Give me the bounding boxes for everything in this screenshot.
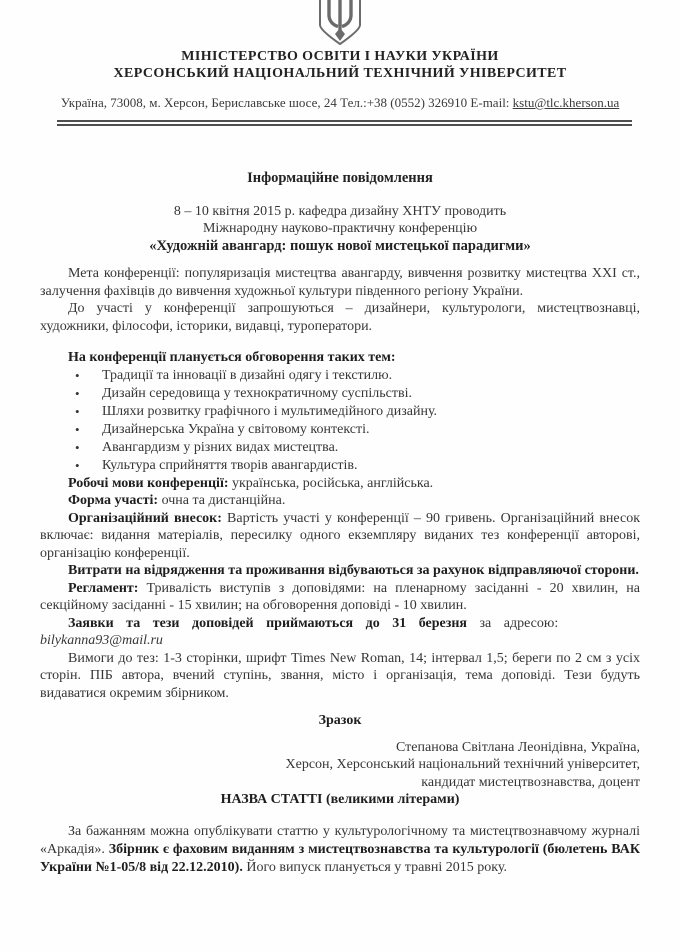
trident-emblem-icon <box>316 0 364 45</box>
topic-text: Авангардизм у різних видах мистецтва. <box>102 439 339 455</box>
sample-heading: Зразок <box>318 713 362 728</box>
topic-item <box>40 385 640 403</box>
paragraph-languages <box>40 475 640 493</box>
bullet-icon: • <box>75 421 80 437</box>
paragraph-expenses: Витрати на відрядження та проживання відбуваються за рахунок відправляючої сторони. <box>68 563 639 578</box>
ministry-name: МІНІСТЕРСТВО ОСВІТИ І НАУКИ УКРАЇНИ <box>181 49 499 64</box>
address-text: Україна, 73008, м. Херсон, Бериславське шосе, 24 Тел.:+38 (0552) 326910 E-mail: <box>60 95 513 110</box>
topic-text: Культура сприйняття творів авангардистів. <box>102 457 358 473</box>
topic-text: Шляхи розвитку графічного і мультимедійного дизайну. <box>102 403 438 419</box>
topic-item <box>40 421 640 439</box>
paragraph-fee <box>40 510 640 563</box>
author-line: Херсон, Херсонський національний технічний університет, <box>285 757 640 772</box>
format-text: очна та дистанційна. <box>158 493 286 508</box>
page-title: Інформаційне повідомлення <box>247 170 433 186</box>
topic-text: Традиції та інновації в дизайні одягу і текстилю. <box>102 367 393 383</box>
languages-text: українська, російська, англійська. <box>228 475 434 491</box>
topic-item <box>40 439 640 457</box>
bullet-icon: • <box>75 403 80 419</box>
letterhead <box>40 0 640 45</box>
author-line: Степанова Світлана Леонідівна, Україна, <box>396 739 640 755</box>
bullet-icon: • <box>75 439 80 455</box>
closing-bold: Збірник є фаховим виданням з мистецтвознавства та культурології (бюлетень ВАК України №1-05/8 від 22.12.2010). <box>40 841 640 875</box>
university-email-link[interactable]: kstu@tlc.kherson.ua <box>512 95 620 110</box>
paragraph-participants: До участі у конференції запрошуються – дизайнери, культурологи, мистецтвознавці, художники, філософи, історики, видавці, туроператори. <box>40 301 640 334</box>
topic-text: Дизайнерська Україна у світовому контексті. <box>102 421 370 437</box>
topic-item <box>40 457 640 475</box>
fee-label: Організаційний внесок: <box>68 510 222 526</box>
author-line: кандидат мистецтвознавства, доцент <box>421 774 640 790</box>
closing-text-1: За бажанням можна опублікувати статтю у культурологічному та мистецтвознавчому журналі «Аркадія». <box>40 823 640 857</box>
paragraph-format <box>40 492 640 510</box>
conference-name: «Художній авангард: пошук нової мистецької парадигми» <box>149 237 531 254</box>
topic-text: Дизайн середовища у технократичному суспільстві. <box>102 385 412 401</box>
languages-label: Робочі мови конференції: <box>68 475 229 491</box>
reglament-text: Тривалість виступів з доповідями: на пленарному засіданні - 20 хвилин, на секційному засіданні - 15 хвилин; на обговорення доповіді - 10 хвилин. <box>40 580 640 613</box>
bullet-icon: • <box>75 457 80 473</box>
university-name: ХЕРСОНСЬКИЙ НАЦІОНАЛЬНИЙ ТЕХНІЧНИЙ УНІВЕРСИТЕТ <box>113 66 567 81</box>
address-line <box>40 95 640 111</box>
paragraph-goal: Мета конференції: популяризація мистецтва авангарду, вивчення розвитку мистецтва ХХІ ст., залучення фахівців до вивчення художньої культури південного регіону України. <box>40 266 640 299</box>
format-label: Форма участі: <box>68 493 159 508</box>
submission-email-line <box>40 632 640 650</box>
reglament-label: Регламент: <box>68 580 139 596</box>
closing-text-2: Його випуск планується у травні 2015 року. <box>242 859 507 875</box>
sample-author-block <box>40 739 640 792</box>
paragraph-requirements: Вимоги до тез: 1-3 сторінки, шрифт Times New Roman, 14; інтервал 1,5; береги по 2 см з усіх сторін. ПІБ автора, вчений ступінь, звання, місто і організація, тема доповіді. Тези будуть видаватися окремим збірником. <box>40 650 640 701</box>
intro-line-2: Міжнародну науково-практичну конференцію <box>202 221 478 236</box>
paragraph-reglament <box>40 580 640 615</box>
paragraph-closing <box>40 823 640 877</box>
submission-email: bilykanna93@mail.ru <box>40 633 163 648</box>
fee-text: Вартість участі у конференції – 90 гривень. Організаційний внесок включає: видання матеріалів, пересилку одного екземпляру виданих тез конференції авторові, організацію конференції. <box>40 510 640 561</box>
topics-heading: На конференції планується обговорення таких тем: <box>68 350 396 365</box>
topic-item <box>40 403 640 421</box>
letterhead-divider <box>57 120 632 126</box>
sample-article-title: НАЗВА СТАТТІ (великими літерами) <box>220 792 460 807</box>
intro-line-1: 8 – 10 квітня 2015 р. кафедра дизайну ХНТУ проводить <box>173 203 507 219</box>
topic-item <box>40 367 640 385</box>
bullet-icon: • <box>75 385 80 401</box>
bullet-icon: • <box>75 367 80 383</box>
submission-deadline: Заявки та тези доповідей приймаються до 31 березня <box>68 615 467 631</box>
paragraph-submission <box>40 615 640 633</box>
submission-address-lead: за адресою: <box>467 615 559 631</box>
